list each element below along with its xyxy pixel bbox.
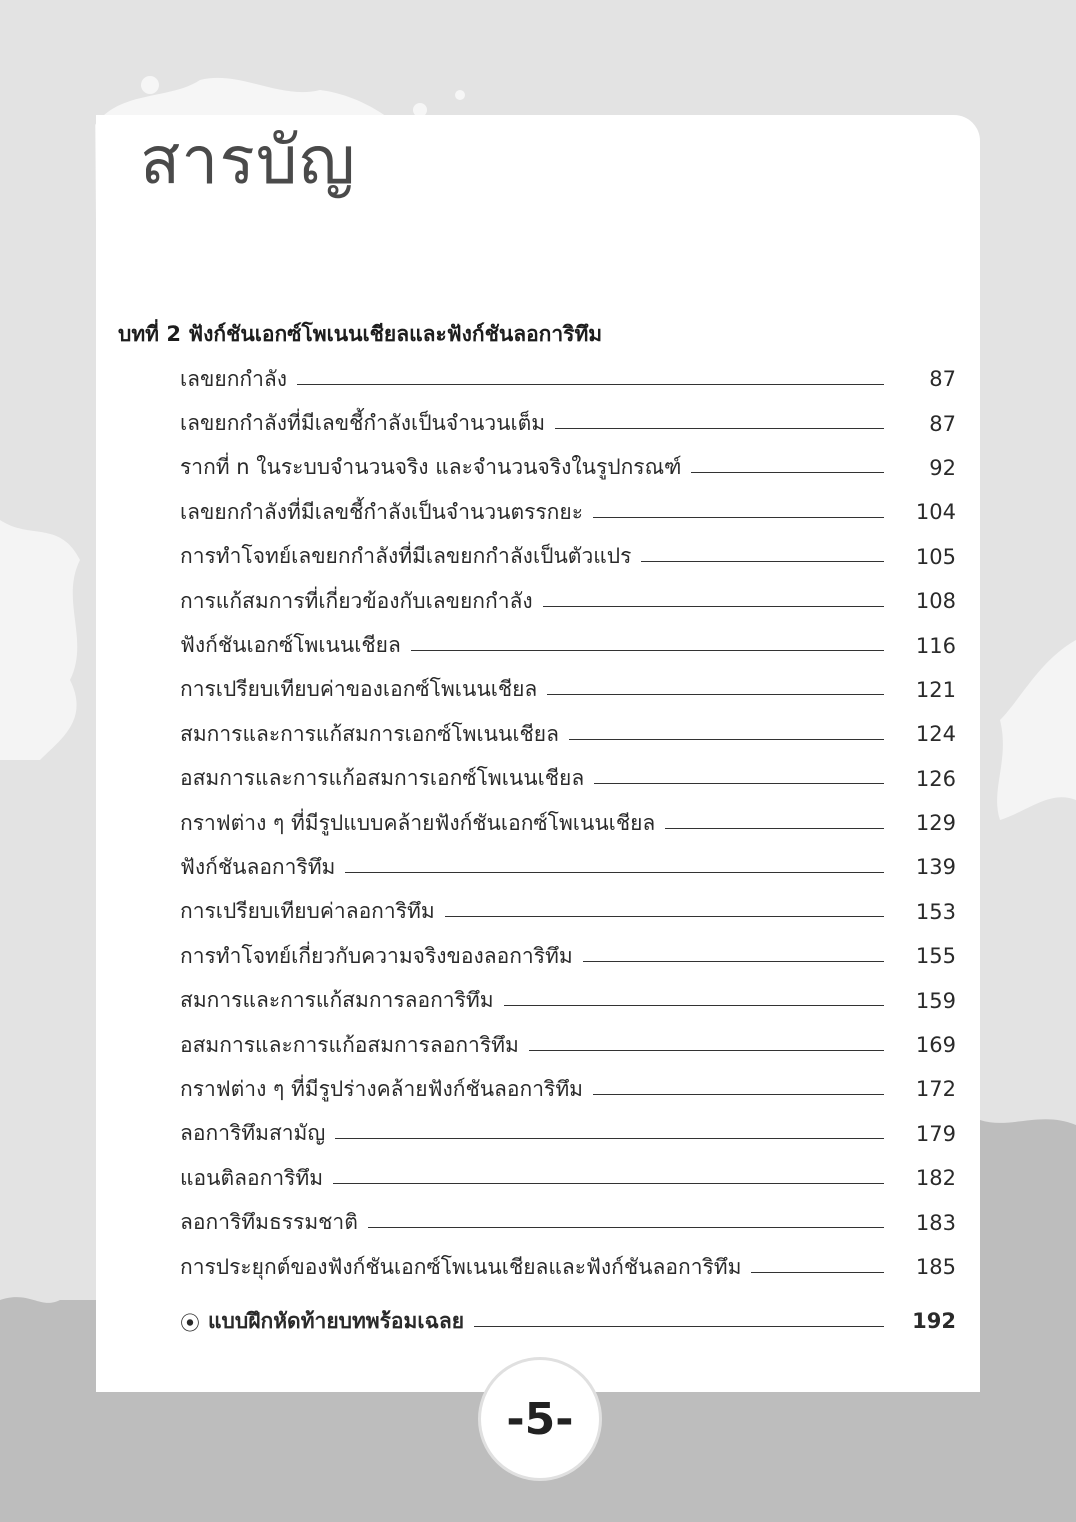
toc-entry[interactable] <box>180 1245 956 1289</box>
page-title: สารบัญ <box>140 122 356 199</box>
toc-entry[interactable] <box>180 978 956 1022</box>
toc-entry-title: การเปรียบเทียบค่าของเอกซ์โพเนนเชียล <box>180 677 538 702</box>
toc-entry[interactable] <box>180 712 956 756</box>
toc-entry-page: 124 <box>915 722 956 747</box>
toc-entry-title: สมการและการแก้สมการลอการิทึม <box>180 988 494 1013</box>
toc-entry-title: รากที่ n ในระบบจำนวนจริง และจำนวนจริงในรูปกรณฑ์ <box>180 455 682 480</box>
toc-entry-page: 185 <box>915 1255 956 1279</box>
toc-entry-title: เลขยกกำลังที่มีเลขชี้กำลังเป็นจำนวนตรรกยะ <box>180 499 583 524</box>
toc-entry[interactable] <box>180 535 956 579</box>
toc-entry[interactable] <box>180 890 956 934</box>
toc-entry-title: กราฟต่าง ๆ ที่มีรูปร่างคล้ายฟังก์ชันลอการิทึม <box>180 1076 583 1101</box>
leader-line <box>593 517 884 518</box>
leader-line <box>474 1326 884 1327</box>
toc-entry-title: ลอการิทึมธรรมชาติ <box>180 1210 358 1235</box>
toc-entry-page: 129 <box>915 811 956 836</box>
toc-entry-page: 182 <box>915 1166 956 1191</box>
toc-list <box>180 357 956 1289</box>
toc-entry[interactable] <box>180 934 956 978</box>
toc-entry-page: 153 <box>915 899 956 924</box>
toc-entry-page: 121 <box>915 677 956 702</box>
leader-line <box>583 961 884 962</box>
toc-entry[interactable] <box>180 357 956 401</box>
toc-entry[interactable] <box>180 490 956 534</box>
toc-entry-title: สมการและการแก้สมการเอกซ์โพเนนเชียล <box>180 721 559 746</box>
toc-entry-title: การประยุกต์ของฟังก์ชันเอกซ์โพเนนเชียลและฟังก์ชันลอการิทึม <box>180 1254 742 1279</box>
toc-entry-page: 179 <box>915 1121 956 1146</box>
leader-line <box>665 828 884 829</box>
leader-line <box>543 606 884 607</box>
toc-entry-title: ฟังก์ชันลอการิทึม <box>180 854 336 879</box>
toc-entry[interactable] <box>180 1156 956 1200</box>
toc-entry-exercises[interactable] <box>180 1299 956 1343</box>
leader-line <box>594 783 884 784</box>
toc-entry-page: 183 <box>915 1210 956 1235</box>
toc-entry-title: เลขยกกำลัง <box>180 366 288 391</box>
toc-entry[interactable] <box>180 401 956 445</box>
toc-entry-page: 87 <box>929 367 956 392</box>
leader-line <box>504 1005 884 1006</box>
toc-entry[interactable] <box>180 1112 956 1156</box>
toc-entry-page: 192 <box>912 1309 956 1334</box>
leader-line <box>335 1138 884 1139</box>
toc-entry-page: 92 <box>929 455 956 480</box>
toc-entry-title: อสมการและการแก้อสมการลอการิทึม <box>180 1032 519 1057</box>
toc-entry[interactable] <box>180 845 956 889</box>
toc-entry-title: ฟังก์ชันเอกซ์โพเนนเชียล <box>180 633 401 658</box>
target-bullet-icon: ⦿ <box>180 1310 200 1335</box>
toc-entry-page: 155 <box>915 944 956 969</box>
toc-entry-page: 104 <box>915 500 956 525</box>
toc-entry[interactable] <box>180 1023 956 1067</box>
toc-entry-title: แบบฝึกหัดท้ายบทพร้อมเฉลย <box>208 1308 465 1333</box>
leader-line <box>445 916 884 917</box>
chapter-heading: บทที่ 2 ฟังก์ชันเอกซ์โพเนนเชียลและฟังก์ชันลอการิทึม <box>118 322 603 346</box>
toc-entry[interactable] <box>180 1200 956 1244</box>
leader-line <box>641 561 884 562</box>
toc-entry[interactable] <box>180 579 956 623</box>
toc-entry-title: กราฟต่าง ๆ ที่มีรูปแบบคล้ายฟังก์ชันเอกซ์โพเนนเชียล <box>180 810 656 835</box>
toc-entry-page: 126 <box>915 766 956 791</box>
leader-line <box>411 650 884 651</box>
toc-entry[interactable] <box>180 668 956 712</box>
toc-entry-title: การทำโจทย์เกี่ยวกับความจริงของลอการิทึม <box>180 943 573 968</box>
toc-entry[interactable] <box>180 446 956 490</box>
toc-entry-page: 172 <box>915 1077 956 1102</box>
toc-entry[interactable] <box>180 1067 956 1111</box>
splash-dot <box>455 90 465 100</box>
leader-line <box>529 1050 884 1051</box>
splash-dot <box>141 76 159 94</box>
leader-line <box>297 384 884 385</box>
right-splash <box>997 640 1076 820</box>
toc-entry-page: 139 <box>915 855 956 880</box>
leader-line <box>555 428 884 429</box>
toc-entry-title: อสมการและการแก้อสมการเอกซ์โพเนนเชียล <box>180 766 585 791</box>
toc-entry-title: การเปรียบเทียบค่าลอการิทึม <box>180 899 435 924</box>
leader-line <box>345 872 884 873</box>
toc-entry-page: 116 <box>915 633 956 658</box>
right-grey-band <box>980 1119 1076 1400</box>
toc-entry[interactable] <box>180 801 956 845</box>
toc-entry-page: 87 <box>929 411 956 436</box>
toc-entry-title: ลอการิทึมสามัญ <box>180 1121 326 1146</box>
page-number-badge: -5- <box>478 1357 602 1481</box>
leader-line <box>547 694 884 695</box>
toc-entry[interactable] <box>180 757 956 801</box>
toc-entry-title: แอนติลอการิทึม <box>180 1165 324 1190</box>
toc-entry-page: 169 <box>915 1033 956 1058</box>
toc-entry[interactable] <box>180 623 956 667</box>
toc-entry-page: 108 <box>915 589 956 614</box>
toc-entry-title: การทำโจทย์เลขยกกำลังที่มีเลขยกกำลังเป็นตัวแปร <box>180 544 632 569</box>
toc-entry-page: 105 <box>915 544 956 569</box>
toc-entry-title: เลขยกกำลังที่มีเลขชี้กำลังเป็นจำนวนเต็ม <box>180 411 546 436</box>
leader-line <box>333 1183 884 1184</box>
leader-line <box>569 739 884 740</box>
toc-entry-title: การแก้สมการที่เกี่ยวข้องกับเลขยกกำลัง <box>180 588 533 613</box>
left-splash <box>0 520 80 760</box>
leader-line <box>691 472 884 473</box>
toc-entry-page: 159 <box>915 988 956 1013</box>
leader-line <box>593 1094 884 1095</box>
leader-line <box>751 1272 884 1273</box>
leader-line <box>368 1227 884 1228</box>
